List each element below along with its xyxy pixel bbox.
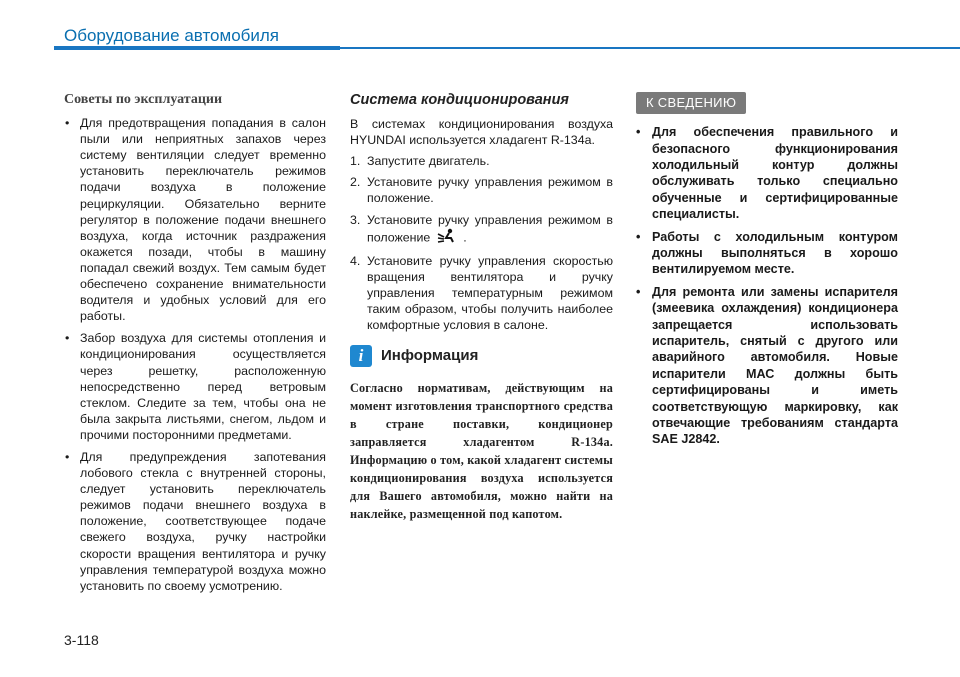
bullet-icon: •: [65, 116, 70, 131]
step-number: 1.: [350, 154, 361, 169]
notice-badge: К СВЕДЕНИЮ: [636, 92, 746, 114]
info-title: Информация: [381, 347, 479, 365]
step-text: Запустите двигатель.: [367, 154, 490, 169]
column-tips: [64, 92, 326, 600]
info-text: Согласно нормативам, действующим на момент изготовления транспортного средства в стране поставки, кондиционер заправляется хладагентом R-134a. Информацию о том, какой хладагент системы кондиционирования воздуха используется для Вашего автомобиля, можно найти на наклейке, размещенной под капотом.: [350, 381, 613, 522]
header-rule: [340, 47, 960, 49]
list-item: [350, 212, 613, 248]
ac-heading: Система кондиционирования: [350, 92, 569, 108]
step-text: Установите ручку управления скоростью вращения вентилятора и ручку управления температурным режимом таким образом, чтобы получить наиболее комфортные условия в салоне.: [367, 253, 613, 333]
step-number: 3.: [350, 212, 361, 227]
step-text: Установите ручку управления режимом в положение.: [367, 175, 613, 206]
list-item: [350, 253, 613, 333]
step-number: 2.: [350, 175, 361, 190]
header-accent-bar: [54, 46, 340, 50]
bullet-icon: •: [65, 449, 70, 464]
info-icon: i: [350, 345, 372, 367]
ac-intro: В системах кондиционирования воздуха HYUNDAI используется хладагент R-134a.: [350, 117, 613, 148]
floor-vent-mode-icon: [436, 228, 458, 248]
list-item: [636, 124, 898, 222]
list-item: [636, 229, 898, 278]
list-item-text: Для ремонта или замены испарителя (змеевика охлаждения) кондиционера запрещается использовать испаритель, снятый с другого или аварийного автомобиля. Новые испарители МАС должны быть сертифицированы и иметь соответствующую маркировку, как отвечающие требованиям стандарта SAE J2842.: [652, 284, 898, 447]
page-number: 3-118: [64, 632, 99, 648]
list-item: [350, 153, 613, 169]
bullet-icon: •: [636, 284, 641, 299]
list-item-text: Для обеспечения правильного и безопасного функционирования холодильный контур должны обслуживать только специально обученные и сертифицированные специалисты.: [652, 125, 898, 222]
step-text: Установите ручку управления режимом в положение: [367, 212, 613, 244]
list-item-text: Для предотвращения попадания в салон пыли или неприятных запахов через систему вентиляции следует временно установить переключатель режимов подачи воздуха в положение рециркуляции. Обязательно верните регулятор в положение подачи внешнего воздуха, когда источник раздражения окажется позади, чтобы в машину попадал свежий воздух. Тем самым будет обеспечено сохранение внимательности водителя и удобных условий для его работы.: [80, 116, 326, 324]
list-item: [350, 174, 613, 206]
ac-steps: [350, 153, 613, 333]
list-item: [636, 284, 898, 448]
chapter-title: Оборудование автомобиля: [64, 26, 280, 45]
list-item-text: Работы с холодильным контуром должны выполняться в хорошо вентилируемом месте.: [652, 229, 898, 277]
list-item: [64, 115, 326, 324]
bullet-icon: •: [636, 125, 641, 140]
list-item-text: Для предупреждения запотевания лобового стекла с внутренней стороны, следует установить переключатель режимов подачи внешнего воздуха в положение, соответствующее подаче свежего воздуха, ручку настройки скорости вращения вентилятора и ручку управления температурой воздуха можно установить по своему усмотрению.: [80, 449, 326, 593]
column-notice: [636, 92, 898, 454]
step-end-text: .: [463, 229, 467, 244]
bullet-icon: •: [636, 229, 641, 244]
step-number: 4.: [350, 253, 361, 268]
info-header: [350, 345, 613, 367]
tips-heading: Советы по эксплуатации: [64, 92, 223, 107]
list-item: [64, 330, 326, 443]
list-item-text: Забор воздуха для системы отопления и кондиционирования осуществляется через решетку, расположенную непосредственно перед ветровым стеклом. Следите за тем, чтобы она не была закрыта листьями, снегом, льдом и прочими посторонними предметами.: [80, 331, 326, 442]
column-ac-system: [350, 92, 613, 523]
list-item: [64, 449, 326, 594]
bullet-icon: •: [65, 331, 70, 346]
